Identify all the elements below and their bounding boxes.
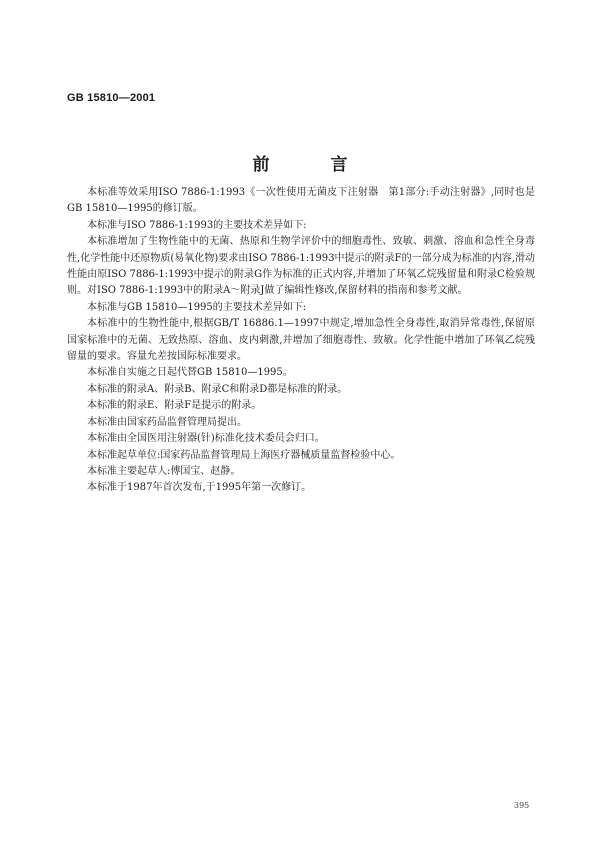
paragraph: 本标准由全国医用注射器(针)标准化技术委员会归口。 xyxy=(87,433,325,445)
page-title: 前 言 xyxy=(252,155,370,175)
paragraph: 本标准与ISO 7886-1:1993的主要技术差异如下: xyxy=(87,219,307,231)
paragraph: 本标准主要起草人:傅国宝、赵静。 xyxy=(87,465,241,477)
paragraph: 本标准自实施之日起代替GB 15810—1995。 xyxy=(87,367,293,379)
paragraph: 本标准的附录A、附录B、附录C和附录D都是标准的附录。 xyxy=(87,383,348,395)
paragraph: 本标准中的生物性能中,根据GB/T 16886.1—1997中规定,增加急性全身毒性,取消异常毒性,保留原国家标准中的无菌、无致热原、溶血、皮内刺激,并增加了细胞毒性、致敏。化学性能中增加了环氧乙烷残留量的要求。容量允差按国际标准要求。 xyxy=(67,318,535,363)
document-body xyxy=(67,185,535,497)
paragraph: 本标准增加了生物性能中的无菌、热原和生物学评价中的细胞毒性、致敏、刺激、溶血和急性全身毒性,化学性能中还原物质(易氧化物)要求由ISO 7886-1:1993中提示的附录F的一部分成为标准的内容,滑动性能由原ISO 7886-1:1993中提示的附录G作为标准的正式内容,并增加了环氧乙烷残留量和附录C检验规则。对ISO 7886-1:1993中的附录A～附录J做了编辑性修改,保留材料的指南和参考文献。 xyxy=(67,236,535,297)
page-number: 395 xyxy=(514,801,530,810)
paragraph: 本标准起草单位:国家药品监督管理局上海医疗器械质量监督检验中心。 xyxy=(87,449,401,461)
paragraph: 本标准于1987年首次发布,于1995年第一次修订。 xyxy=(87,482,312,494)
paragraph: 本标准由国家药品监督管理局提出。 xyxy=(87,416,247,428)
paragraph: 本标准的附录E、附录F是提示的附录。 xyxy=(87,400,262,412)
paragraph: 本标准与GB 15810—1995的主要技术差异如下: xyxy=(87,301,307,313)
standard-code: GB 15810—2001 xyxy=(67,92,156,104)
paragraph: 本标准等效采用ISO 7886-1:1993《一次性使用无菌皮下注射器 第1部分:手动注射器》,同时也是GB 15810—1995的修订版。 xyxy=(67,187,535,215)
